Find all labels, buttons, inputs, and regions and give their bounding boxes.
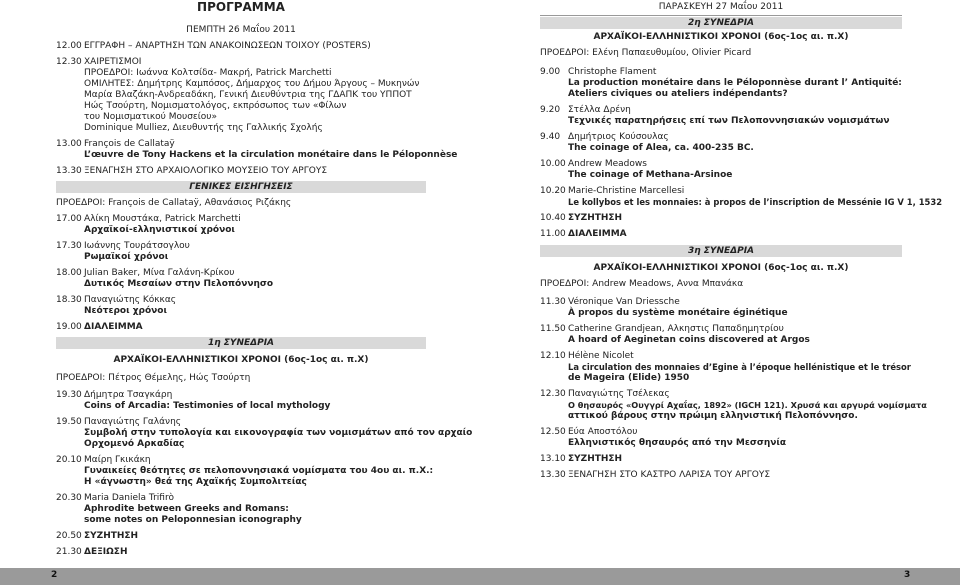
schedule-item: 18.30 Παναγιώτης Κόκκας — [56, 295, 177, 305]
talk-title: some notes on Peloponnesian iconography — [84, 515, 302, 525]
chairs-line: ΠΡΟΕΔΡΟΙ: Πέτρος Θέμελης, Ηώς Τσούρτη — [56, 373, 251, 383]
talk-title: À propos du système monétaire éginétique — [568, 308, 788, 318]
schedule-item: 11.00 ΔΙΑΛΕΙΜΜΑ — [540, 229, 627, 239]
session-title: ΑΡΧΑΪΚΟΙ-ΕΛΛΗΝΙΣΤΙΚΟΙ ΧΡΟΝΟΙ (6ος-1ος αι. π.Χ) — [593, 32, 849, 42]
schedule-item: 12.00 ΕΓΓΡΑΦΗ – ΑΝΑΡΤΗΣΗ ΤΩΝ ΑΝΑΚΟΙΝΩΣΕΩΝ ΤΟΙΧΟΥ (POSTERS) — [56, 41, 371, 51]
talk-title: Ρωμαϊκοί χρόνοι — [84, 252, 169, 262]
left-page — [56, 0, 473, 566]
schedule-item: 9.20 Στέλλα Δρένη — [540, 105, 631, 115]
schedule-item: 19.30 Δήμητρα Τσαγκάρη — [56, 390, 173, 400]
session-bar: 2η ΣΥΝΕΔΡΙΑ — [540, 17, 902, 29]
talk-title: Νεότεροι χρόνοι — [84, 306, 167, 316]
schedule-item: 17.00 Αλίκη Μουστάκα, Patrick Marchetti — [56, 214, 241, 224]
schedule-item: 19.50 Παναγιώτης Γαλάνης — [56, 417, 182, 427]
talk-title: A hoard of Aeginetan coins discovered at Argos — [568, 335, 810, 345]
speakers-line: Dominique Mulliez, Διευθυντής της Γαλλικής Σχολής — [84, 123, 323, 133]
talk-title: Ο θησαυρός «Ουγγρί Αχαΐας, 1892» (IGCH 121). Χρυσά και αργυρά νομίσματα — [568, 400, 927, 410]
right-page — [540, 0, 943, 566]
talk-title: L’œuvre de Tony Hackens et la circulation monétaire dans le Péloponnèse — [84, 150, 458, 160]
schedule-item: 18.00 Julian Baker, Μίνα Γαλάνη-Κρίκου — [56, 268, 235, 278]
session-bar: 3η ΣΥΝΕΔΡΙΑ — [540, 245, 902, 257]
schedule-item: 9.40 Δημήτριος Κούσουλας — [540, 132, 669, 142]
schedule-item: 12.50 Εύα Αποστόλου — [540, 427, 638, 437]
divider — [540, 15, 902, 16]
session-bar: 1η ΣΥΝΕΔΡΙΑ — [56, 337, 426, 349]
day-heading: ΠΕΜΠΤΗ 26 Μαΐου 2011 — [186, 25, 296, 35]
footer-bar — [0, 568, 960, 585]
talk-title: de Mageira (Elide) 1950 — [568, 373, 690, 383]
talk-title: The coinage of Alea, ca. 400-235 BC. — [568, 143, 754, 153]
program-title: ΠΡΟΓΡΑΜΜΑ — [197, 0, 285, 14]
schedule-item: 10.00 Andrew Meadows — [540, 159, 647, 169]
talk-title: Ελληνιστικός θησαυρός από την Μεσσηνία — [568, 438, 787, 448]
schedule-item: 20.10 Μαίρη Γκικάκη — [56, 455, 151, 465]
schedule-item: 9.00 Christophe Flament — [540, 67, 657, 77]
talk-title: Αρχαϊκοί-ελληνιστικοί χρόνοι — [84, 225, 235, 235]
chairs-line: ΠΡΟΕΔΡΟΙ: Ιωάννα Κολτσίδα- Μακρή, Patrick Marchetti — [84, 68, 332, 78]
talk-title: La production monétaire dans le Péloponnèse durant l’ Antiquité: — [568, 78, 902, 88]
talk-title: Τεχνικές παρατηρήσεις επί των Πελοποννησιακών νομισμάτων — [568, 116, 890, 126]
schedule-item: 13.00 François de Callataÿ — [56, 139, 175, 149]
talk-title: La circulation des monnaies d’Egine à l’époque hellénistique et le trésor — [568, 362, 911, 372]
session-title: ΑΡΧΑΪΚΟΙ-ΕΛΛΗΝΙΣΤΙΚΟΙ ΧΡΟΝΟΙ (6ος-1ος αι. π.Χ) — [593, 263, 849, 273]
talk-title: Ateliers civiques ou ateliers indépendants? — [568, 89, 788, 99]
schedule-item: 19.00 ΔΙΑΛΕΙΜΜΑ — [56, 322, 143, 332]
page-number: 2 — [51, 570, 58, 580]
speakers-line: ΟΜΙΛΗΤΕΣ: Δημήτρης Καμπόσος, Δήμαρχος του Δήμου Άργους – Μυκηνών — [84, 79, 420, 89]
schedule-item: 20.30 Maria Daniela Trifirò — [56, 493, 174, 503]
speakers-line: του Νομισματικού Μουσείου» — [84, 112, 218, 122]
page-number: 3 — [904, 570, 911, 580]
chairs-line: ΠΡΟΕΔΡΟΙ: Ελένη Παπαευθυμίου, Olivier Picard — [540, 48, 752, 58]
talk-title: Γυναικείες θεότητες σε πελοποννησιακά νομίσματα του 4ου αι. π.Χ.: — [84, 466, 434, 476]
schedule-item: 12.10 Hélène Nicolet — [540, 351, 634, 361]
session-title: ΑΡΧΑΪΚΟΙ-ΕΛΛΗΝΙΣΤΙΚΟΙ ΧΡΟΝΟΙ (6ος-1ος αι. π.Χ) — [113, 355, 369, 365]
schedule-item: 21.30 ΔΕΞΙΩΣΗ — [56, 547, 128, 557]
talk-title: αττικού βάρους στην πρώιμη ελληνιστική Πελοπόννησο. — [568, 411, 858, 421]
schedule-item: 20.50 ΣΥΖΗΤΗΣΗ — [56, 531, 139, 541]
session-bar: ΓΕΝΙΚΕΣ ΕΙΣΗΓΗΣΕΙΣ — [56, 181, 426, 193]
schedule-item: 17.30 Ιωάννης Τουράτσογλου — [56, 241, 190, 251]
talk-title: Η «άγνωστη» θεά της Αχαϊκής Συμπολιτείας — [84, 477, 307, 487]
schedule-item: 13.30 ΞΕΝΑΓΗΣΗ ΣΤΟ ΚΑΣΤΡΟ ΛΑΡΙΣΑ ΤΟΥ ΑΡΓΟΥΣ — [540, 470, 771, 480]
talk-title: The coinage of Methana-Arsinoe — [568, 170, 733, 180]
talk-title: Coins of Arcadia: Testimonies of local mythology — [84, 401, 331, 411]
chairs-line: ΠΡΟΕΔΡΟΙ: Andrew Meadows, Αννα Μπανάκα — [540, 279, 744, 289]
schedule-item: 10.20 Marie-Christine Marcellesi — [540, 186, 685, 196]
schedule-item: 10.40 ΣΥΖΗΤΗΣΗ — [540, 213, 623, 223]
schedule-item: 13.10 ΣΥΖΗΤΗΣΗ — [540, 454, 623, 464]
day-heading: ΠΑΡΑΣΚΕΥΗ 27 Μαΐου 2011 — [658, 2, 784, 12]
schedule-item: 12.30 ΧΑΙΡΕΤΙΣΜΟΙ — [56, 57, 142, 67]
talk-title: Δυτικός Μεσαίων στην Πελοπόννησο — [84, 279, 274, 289]
schedule-item: 11.50 Catherine Grandjean, Αλκηστις Παπαδημητρίου — [540, 324, 784, 334]
talk-title: Ορχομενό Αρκαδίας — [84, 439, 185, 449]
talk-title: Συμβολή στην τυπολογία και εικονογραφία των νομισμάτων από τον αρχαίο — [84, 428, 473, 438]
schedule-item: 11.30 Véronique Van Driessche — [540, 297, 680, 307]
schedule-item: 12.30 Παναγιώτης Τσέλεκας — [540, 389, 670, 399]
speakers-line: Ηώς Τσούρτη, Νομισματολόγος, εκπρόσωπος των «Φίλων — [84, 101, 347, 111]
talk-title: Le kollybos et les monnaies: à propos de l’inscription de Messénie IG V 1, 1532 — [568, 197, 943, 207]
talk-title: Aphrodite between Greeks and Romans: — [84, 504, 289, 514]
schedule-item: 13.30 ΞΕΝΑΓΗΣΗ ΣΤΟ ΑΡΧΑΙΟΛΟΓΙΚΟ ΜΟΥΣΕΙΟ ΤΟΥ ΑΡΓΟΥΣ — [56, 166, 328, 176]
speakers-line: Μαρία Βλαζάκη-Ανδρεαδάκη, Γενική Διευθύντρια της ΓΔΑΠΚ του ΥΠΠΟΤ — [84, 90, 412, 100]
chairs-line: ΠΡΟΕΔΡΟΙ: François de Callataÿ, Αθανάσιος Ριζάκης — [56, 198, 292, 208]
